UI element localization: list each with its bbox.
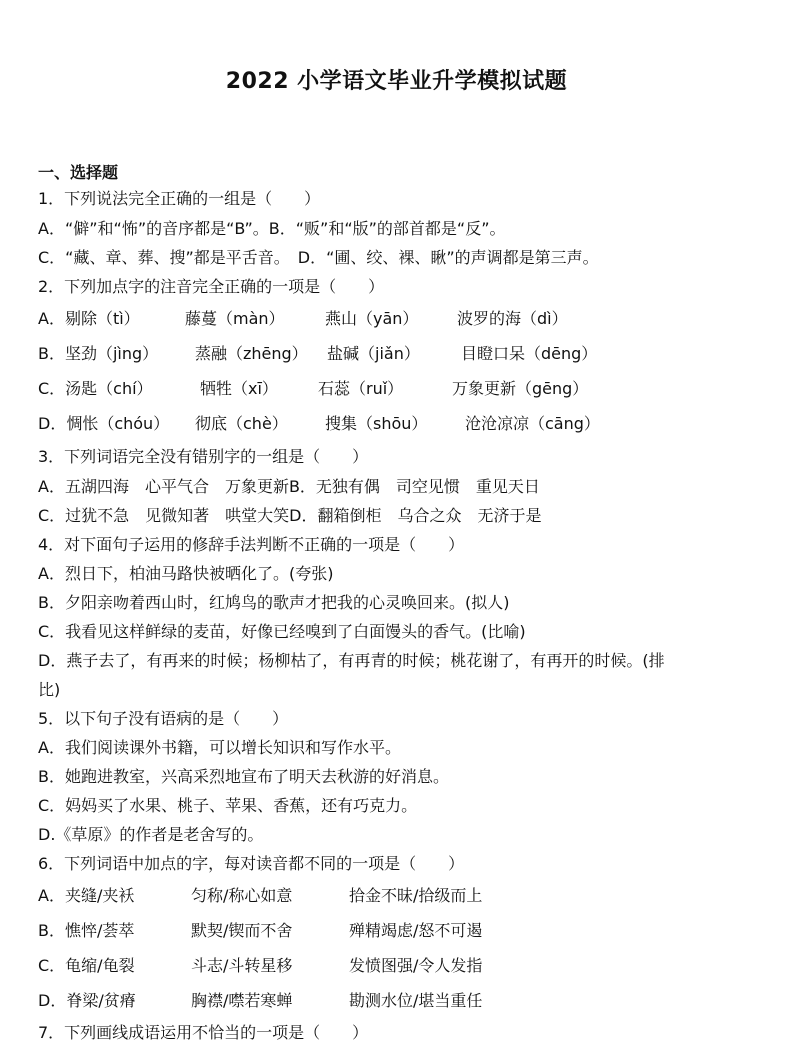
question-4-option-a: A．烈日下，柏油马路快被晒化了。(夸张) (38, 564, 334, 583)
question-6-option: 拾金不昧/拾级而上 (349, 886, 483, 905)
question-2-option: C．汤匙（chí） (38, 379, 153, 398)
question-4-option-d: D．燕子去了，有再来的时候；杨柳枯了，有再青的时候；桃花谢了，有再开的时候。(排 (38, 651, 665, 670)
question-2-option: 沧沧凉凉（cāng） (465, 414, 600, 433)
section-heading: 一、选择题 (38, 163, 119, 182)
question-6-option: 发愤图强/令人发指 (349, 956, 483, 975)
question-2-option: 盐碱（jiǎn） (327, 344, 420, 363)
question-2-option: 波罗的海（dì） (457, 309, 568, 328)
question-5-option-c: C．妈妈买了水果、桃子、苹果、香蕉，还有巧克力。 (38, 796, 418, 815)
question-1-option-ab: A．“僻”和“怖”的音序都是“B”。B．“贩”和“版”的部首都是“反”。 (38, 219, 506, 238)
question-6-option: A．夹缝/夹袄 (38, 886, 135, 905)
question-2-stem: 2．下列加点字的注音完全正确的一项是（ ） (38, 277, 385, 296)
question-6-option: 默契/锲而不舍 (191, 921, 293, 940)
question-6-option: 殚精竭虑/怒不可遏 (349, 921, 483, 940)
question-2-option: 目瞪口呆（dēng） (461, 344, 598, 363)
question-5-option-a: A．我们阅读课外书籍，可以增长知识和写作水平。 (38, 738, 401, 757)
question-6-option: 胸襟/噤若寒蝉 (191, 991, 293, 1010)
question-3-option-cd: C．过犹不急 见微知著 哄堂大笑D．翻箱倒柜 乌合之众 无济于是 (38, 506, 542, 525)
question-2-option: 牺牲（xī） (200, 379, 278, 398)
question-3-option-ab: A．五湖四海 心平气合 万象更新B．无独有偶 司空见惯 重见天日 (38, 477, 540, 496)
question-6-option: 斗志/斗转星移 (191, 956, 293, 975)
question-5-option-b: B．她跑进教室，兴高采烈地宣布了明天去秋游的好消息。 (38, 767, 449, 786)
question-2-option: 燕山（yān） (325, 309, 419, 328)
question-2-option: 蒸融（zhēng） (195, 344, 308, 363)
question-4-option-b: B．夕阳亲吻着西山时，红鸠鸟的歌声才把我的心灵唤回来。(拟人) (38, 593, 510, 612)
question-6-option: 勘测水位/堪当重任 (349, 991, 483, 1010)
question-2-option: 藤蔓（màn） (185, 309, 285, 328)
question-5-stem: 5．以下句子没有语病的是（ ） (38, 709, 289, 728)
page-title: 2022 小学语文毕业升学模拟试题 (225, 69, 568, 94)
question-4-option-c: C．我看见这样鲜绿的麦苗，好像已经嗅到了白面馒头的香气。(比喻) (38, 622, 526, 641)
question-2-option: B．坚劲（jìng） (38, 344, 159, 363)
question-6-option: B．憔悴/荟萃 (38, 921, 135, 940)
question-1-option-cd: C．“藏、章、葬、搜”都是平舌音。 D．“圃、绞、裸、瞅”的声调都是第三声。 (38, 248, 599, 267)
question-5-option-d: D.《草原》的作者是老舍写的。 (38, 825, 264, 844)
question-2-option: D．惆怅（chóu） (38, 414, 170, 433)
question-6-stem: 6．下列词语中加点的字，每对读音都不同的一项是（ ） (38, 854, 465, 873)
question-6-option: 匀称/称心如意 (191, 886, 293, 905)
question-3-stem: 3．下列词语完全没有错别字的一组是（ ） (38, 447, 369, 466)
question-6-option: C．龟缩/龟裂 (38, 956, 135, 975)
question-2-option: 彻底（chè） (195, 414, 288, 433)
question-1-stem: 1．下列说法完全正确的一组是（ ） (38, 189, 321, 208)
question-2-option: 万象更新（gēng） (452, 379, 589, 398)
question-6-option: D．脊梁/贫瘠 (38, 991, 136, 1010)
question-2-option: 搜集（shōu） (325, 414, 428, 433)
question-4-option-d-cont: 比) (38, 680, 61, 699)
question-4-stem: 4．对下面句子运用的修辞手法判断不正确的一项是（ ） (38, 535, 465, 554)
question-7-stem: 7．下列画线成语运用不恰当的一项是（ ） (38, 1023, 369, 1042)
question-2-option: A．剔除（tì） (38, 309, 140, 328)
question-2-option: 石蕊（ruǐ） (318, 379, 404, 398)
